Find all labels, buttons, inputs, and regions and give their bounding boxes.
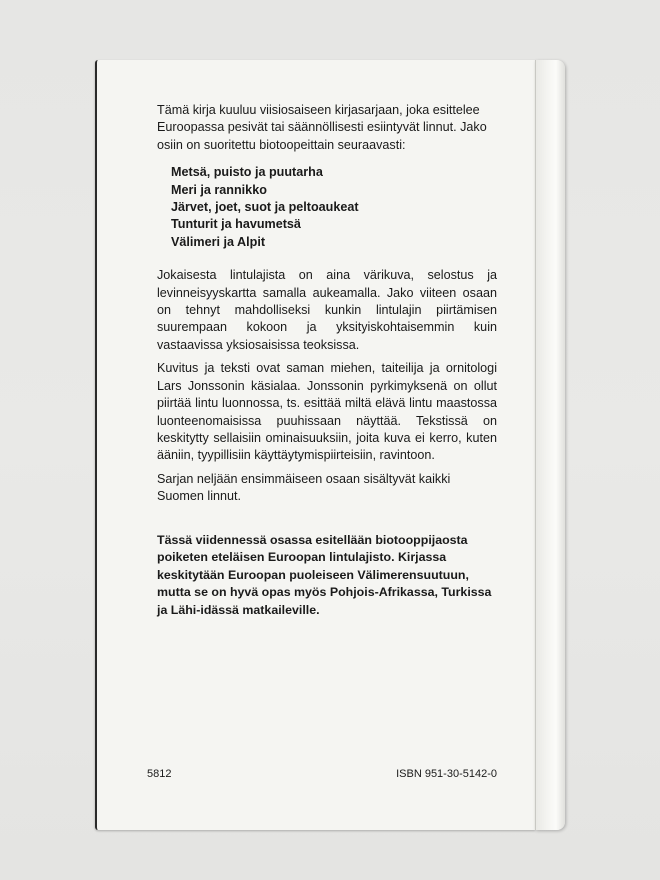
- series-item: Meri ja rannikko: [171, 182, 267, 197]
- intro-paragraph: Tämä kirja kuuluu viisiosaiseen kirjasarjaan, joka esittelee Euroopassa pesivät tai säännöllisesti esiintyvät linnut. Jako osiin on suoritettu biotoopeittain seuraavasti:: [157, 103, 487, 152]
- spine-crease: [535, 60, 536, 830]
- series-item: Järvet, joet, suot ja peltoaukeat: [171, 200, 359, 215]
- back-cover: [95, 60, 535, 830]
- book-spine: [535, 60, 565, 830]
- isbn-number: ISBN 951-30-5142-0: [396, 768, 497, 780]
- cover-text: [157, 102, 497, 620]
- product-code: 5812: [147, 768, 172, 780]
- series-item: Välimeri ja Alpit: [171, 234, 266, 249]
- series-item: Tunturit ja havumetsä: [171, 217, 301, 232]
- description-paragraph-1: Jokaisesta lintulajista on aina värikuva, selostus ja levinneisyyskartta samalla aukeamalla. Jako viiteen osaan on tehnyt mahdolliseksi kunkin lintulajin piirtämisen suurempaan kokoon ja yksityiskohtaisemmin kuin vastaavissa yksiosaisissa teoksissa.: [157, 268, 497, 352]
- volume-description: Tässä viidennessä osassa esitellään biotooppijaosta poiketen eteläisen Euroopan lintulajisto. Kirjassa keskitytään Euroopan puoleiseen Välimerensuutuun, mutta se on hyvä opas myös Pohjois-Afrikassa, Turkissa ja Lähi-idässä matkaileville.: [157, 532, 492, 617]
- series-item: Metsä, puisto ja puutarha: [171, 165, 323, 180]
- book: [95, 60, 567, 830]
- series-list: [171, 164, 497, 251]
- description-paragraph-2: Kuvitus ja teksti ovat saman miehen, taiteilija ja ornitologi Lars Jonssonin käsialaa. Jonssonin pyrkimyksenä on ollut piirtää lintu luonnossa, ts. esittää miltä elävä lintu maastossa luonteenomaisissa puuhissaan näyttää. Tekstissä on keskitytty sellaisiin ominaisuuksiin, joita kuva ei kerro, kuten ääniin, tyypillisiin käyttäytymispiirteisiin, ravintoon.: [157, 361, 497, 463]
- description-paragraph-3: Sarjan neljään ensimmäiseen osaan sisältyvät kaikki Suomen linnut.: [157, 471, 451, 504]
